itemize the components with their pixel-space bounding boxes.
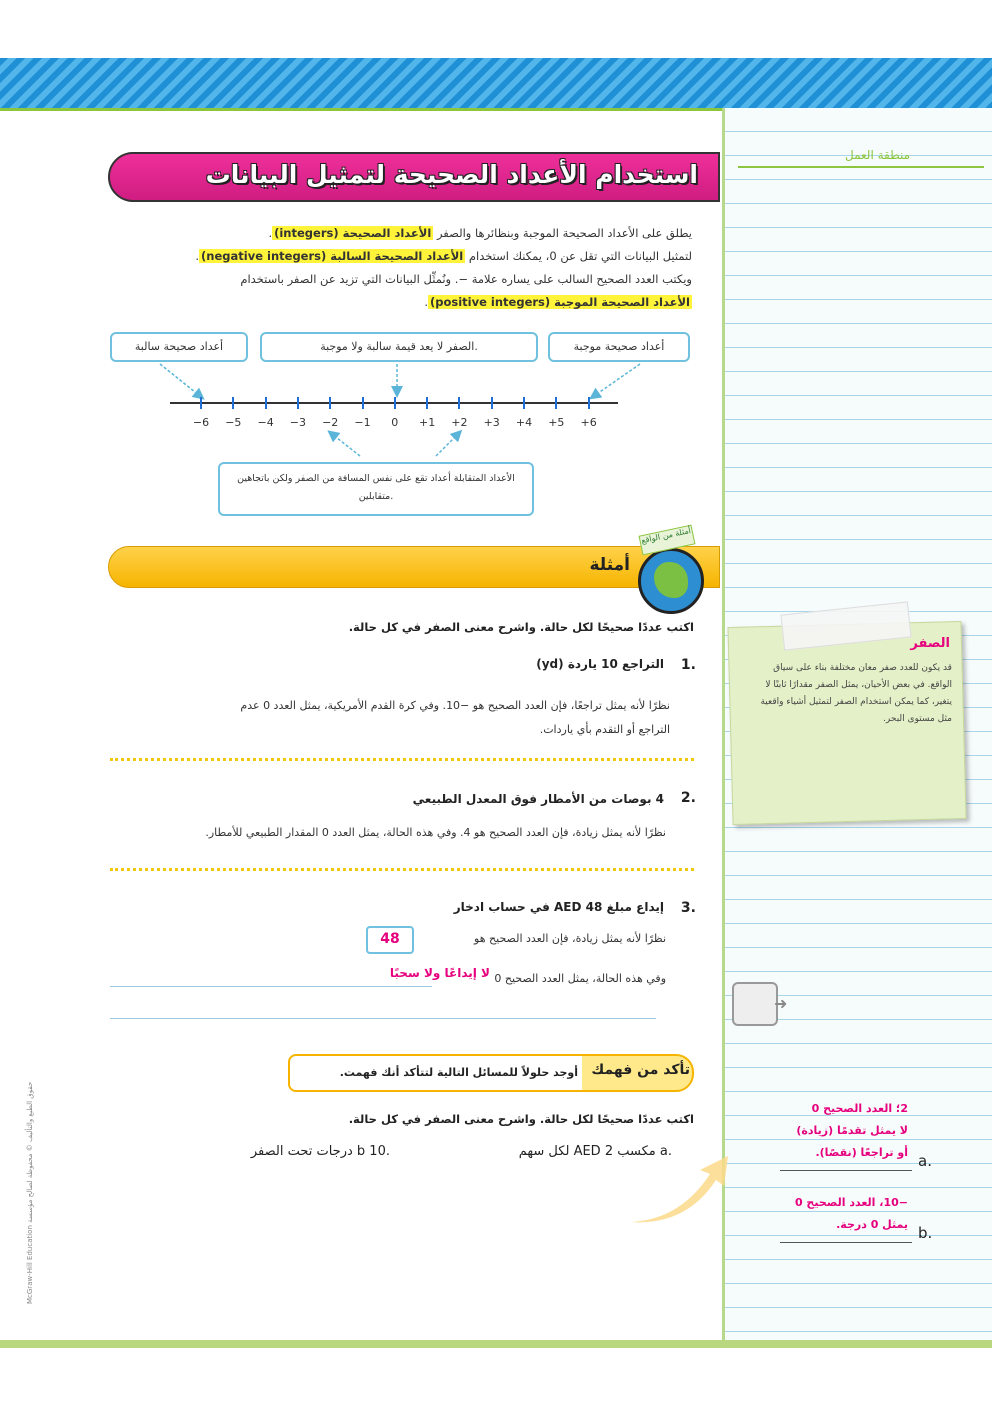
number-line-label: +2	[451, 416, 468, 429]
callout-negative-integers: أعداد صحيحة سالبة	[110, 332, 248, 362]
number-line-tick	[458, 397, 460, 409]
sticky-note-title: الصفر	[910, 636, 950, 651]
curved-arrow-icon	[620, 1150, 738, 1230]
check-task: اكتب عددًا صحيحًا لكل حالة. واشرح معنى الصفر في كل حالة.	[348, 1112, 694, 1126]
number-line-tick	[297, 397, 299, 409]
number-line-label: 0	[391, 416, 399, 429]
check-item-a: .a مكسب 2 AED لكل سهم	[518, 1144, 672, 1159]
number-line-label: +3	[483, 416, 500, 429]
real-world-tag: أمثلة من الواقع	[639, 525, 696, 556]
example-3-text-2: وفي هذه الحالة، يمثل العدد الصحيح 0	[494, 972, 666, 985]
example-3-title: إيداع مبلغ 48 AED في حساب ادخار	[453, 900, 664, 914]
example-2-explanation: نظرًا لأنه يمثل زيادة، فإن العدد الصحيح هو 4. وفي هذه الحالة، يمثل العدد 0 المقدار الطبيعي للأمطار.	[205, 826, 666, 839]
example-1-explanation: نظرًا لأنه يمثل تراجعًا، فإن العدد الصحيح هو −10. وفي كرة القدم الأمريكية، يمثل العدد 0 عدم التراجع أو التقدم بأي ياردات.	[240, 699, 670, 736]
example-1-title: التراجع 10 ياردة (yd)	[536, 657, 664, 671]
number-line-label: +4	[515, 416, 533, 429]
number-line-tick	[265, 397, 267, 409]
answer-b-label: b.	[918, 1224, 933, 1242]
intro-line-1: يطلق على الأعداد الصحيحة الموجبة وبنظائرها والصفر الأعداد الصحيحة (integers).	[268, 226, 692, 240]
footer-bar	[0, 1340, 992, 1348]
arrow-right-icon: ➜	[774, 994, 788, 1013]
callout-arrows	[100, 360, 700, 460]
example-1-number: .1	[680, 657, 696, 673]
intro-paragraph	[110, 222, 692, 314]
answer-a-label: a.	[918, 1152, 932, 1170]
arrow-to-positive	[594, 364, 640, 396]
arrow-to-minus-two	[332, 434, 360, 456]
number-line-label: −5	[225, 416, 242, 429]
answer-box-48[interactable]: 48	[366, 926, 414, 954]
answer-b: −10، العدد الصحيح 0 يمثل 0 درجة.	[794, 1196, 908, 1231]
copyright-credit: McGraw-Hill Education حقوق الطبع والتأليف © محفوظة لصالح مؤسسة	[26, 1081, 34, 1304]
answer-b-line	[780, 1242, 912, 1243]
separator-1	[110, 758, 694, 761]
example-2-number: .2	[680, 790, 696, 806]
number-line-tick	[329, 397, 331, 409]
number-line-tick	[200, 397, 202, 409]
separator-2	[110, 868, 694, 871]
number-line-tick	[555, 397, 557, 409]
number-line-tick	[491, 397, 493, 409]
number-line-label: +1	[418, 416, 436, 429]
intro-line-3: ويكتب العدد الصحيح السالب على يساره علامة −. ونُمثِّل البيانات التي تزيد عن الصفر باستخدام	[240, 272, 692, 286]
number-line-tick	[232, 397, 234, 409]
check-understanding-title: تأكد من فهمك	[591, 1062, 690, 1078]
intro-line-2: لتمثيل البيانات التي تقل عن 0، يمكنك استخدام الأعداد الصحيحة السالبة (negative integers).	[195, 249, 692, 263]
answer-a: 2؛ العدد الصحيح 0 لا يمثل تقدمًا (زيادة) أو تراجعًا (نقصًا).	[796, 1102, 908, 1159]
callout-positive-integers: أعداد صحيحة موجبة	[548, 332, 690, 362]
example-3-number: .3	[680, 900, 696, 916]
number-line-label: −6	[192, 416, 210, 429]
number-line-label: +5	[548, 416, 565, 429]
sticky-note-text: قد يكون للعدد صفر معان مختلفة بناء على سياق الواقع. في بعض الأحيان، يمثل الصفر مقدارًا ثابتًا لا يتغير، كما يمكن استخدام الصفر لتمثيل أشياء واقعية مثل مستوى البحر.	[760, 663, 952, 724]
zero-meaning-answer[interactable]: لا إيداعًا ولا سحبًا	[389, 966, 490, 980]
example-3-text-1: نظرًا لأنه يمثل زيادة، فإن العدد الصحيح هو	[474, 932, 666, 945]
check-understanding-instruction: أوجد حلولاً للمسائل التالية لتتأكد أنك فهمت.	[339, 1066, 578, 1079]
notes-panel-title: منطقة العمل	[844, 148, 910, 162]
examples-title: أمثلة	[589, 555, 630, 575]
number-line-tick	[523, 397, 525, 409]
term-integers: الأعداد الصحيحة (integers)	[274, 226, 432, 240]
answer-line-1	[110, 986, 432, 987]
answer-a-line	[780, 1170, 912, 1171]
number-line-label: −3	[289, 416, 306, 429]
top-decorative-band	[0, 58, 992, 111]
arrow-to-negative	[160, 364, 200, 396]
intro-line-4: الأعداد الصحيحة الموجبة (positive integers).	[424, 295, 690, 309]
number-line-label: −2	[322, 416, 339, 429]
term-negative-integers: الأعداد الصحيحة السالبة (negative integers)	[201, 249, 464, 263]
term-positive-integers: الأعداد الصحيحة الموجبة (positive integers)	[430, 295, 690, 309]
number-line-tick	[588, 397, 590, 409]
page-tab-icon[interactable]	[732, 982, 778, 1026]
examples-instruction: اكتب عددًا صحيحًا لكل حالة. واشرح معنى الصفر في كل حالة.	[348, 620, 694, 634]
notes-panel-rule	[738, 166, 984, 168]
number-line-label: −4	[257, 416, 274, 429]
number-line-label: +6	[580, 416, 597, 429]
example-2-title: 4 بوصات من الأمطار فوق المعدل الطبيعي	[412, 792, 664, 806]
page-title: استخدام الأعداد الصحيحة لتمثيل البيانات	[205, 160, 698, 189]
arrow-to-plus-two	[436, 434, 458, 456]
number-line-tick	[394, 397, 396, 409]
callout-opposites: الأعداد المتقابلة أعداد تقع على نفس المسافة من الصفر ولكن باتجاهين متقابلين.	[218, 462, 534, 516]
number-line-tick	[362, 397, 364, 409]
number-line-label: −1	[354, 416, 371, 429]
callout-zero: الصفر لا يعد قيمة سالبة ولا موجبة.	[260, 332, 538, 362]
answer-line-2	[110, 1018, 656, 1019]
check-item-b: .b 10 درجات تحت الصفر	[250, 1144, 390, 1159]
number-line-tick	[426, 397, 428, 409]
